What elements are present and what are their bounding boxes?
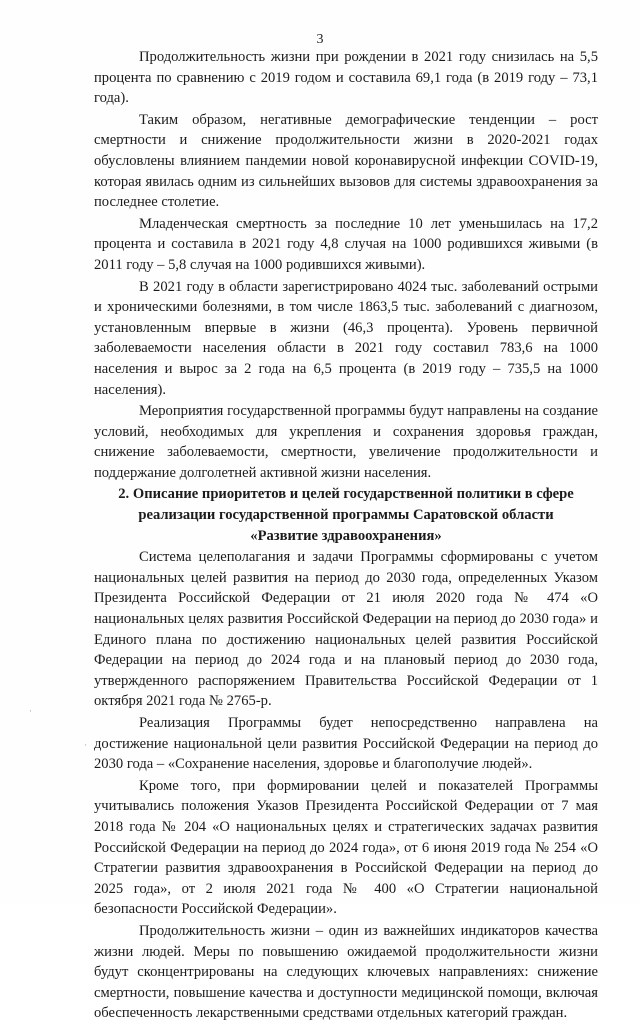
paragraph-decrees: Кроме того, при формировании целей и показателей Программы учитывались положения Указов Президента Российской Федерации от 7 мая 2018 года № 204 «О национальных целях и стратегических задачах развития Российской Федерации на период до 2024 года», от 6 июня 2019 года № 254 «О Стратегии развития здравоохранения в Российской Федерации на период до 2025 года», от 2 июля 2021 года № 400 «О Стратегии национальной безопасности Российской Федерации».: [94, 777, 598, 918]
paragraph-infant-mortality: Младенческая смертность за последние 10 лет уменьшилась на 17,2 процента и составила в 2021 году 4,8 случая на 1000 родившихся живыми (в 2011 году – 5,8 случая на 1000 родившихся живыми).: [94, 215, 598, 273]
document-body: [94, 47, 598, 1024]
paragraph-quality-of-life: Продолжительность жизни – один из важнейших индикаторов качества жизни людей. Меры по повышению ожидаемой продолжительности жизни будут сконцентрированы на следующих ключевых направлениях: снижение смертности, повышение качества и доступности медицинской помощи, включая обеспеченность лекарственными средствами отдельных категорий граждан.: [94, 922, 598, 1022]
section-heading-line: «Развитие здравоохранения»: [250, 527, 442, 544]
paragraph-goal-setting: Система целеполагания и задачи Программы сформированы с учетом национальных целей развития на период до 2030 года, определенных Указом Президента Российской Федерации от 21 июля 2020 года № 474 «О национальных целях развития Российской Федерации на период до 2030 года» и Единого плана по достижению национальных целей развития Российской Федерации на период до 2024 года и на плановый период до 2030 года, утвержденного распоряжением Правительства Российской Федерации от 1 октября 2021 года № 2765-р.: [94, 549, 598, 710]
page-number: 3: [316, 32, 324, 47]
paragraph-demographic-trends: Таким образом, негативные демографические тенденции – рост смертности и снижение продолжительности жизни в 2020-2021 годах обусловлены влиянием пандемии новой коронавирусной инфекции COVID-19, которая явилась одним из сильнейших вызовов для системы здравоохранения за последнее столетие.: [94, 111, 598, 211]
paragraph-morbidity: В 2021 году в области зарегистрировано 4024 тыс. заболеваний острыми и хроническими болезнями, в том числе 1863,5 тыс. заболеваний с диагнозом, установленным впервые в жизни (46,3 процента). Уровень первичной заболеваемости населения области в 2021 году составил 783,6 на 1000 населения и вырос за 2 года на 6,5 процента (в 2019 году – 735,5 на 1000 населения).: [94, 278, 598, 398]
section-heading-line: реализации государственной программы Саратовской области: [138, 507, 554, 524]
scan-speck: ·: [84, 740, 87, 750]
section-heading-line: 2. Описание приоритетов и целей государственной политики в сфере: [118, 486, 574, 503]
paragraph-program-measures: Мероприятия государственной программы будут направлены на создание условий, необходимых для укрепления и сохранения здоровья граждан, снижение заболеваемости, смертности, увеличение продолжительности и поддержание долголетней активной жизни населения.: [94, 403, 598, 481]
paragraph-program-implementation: Реализация Программы будет непосредственно направлена на достижение национальной цели развития Российской Федерации на период до 2030 года – «Сохранение населения, здоровье и благополучие людей».: [94, 715, 598, 773]
paragraph-life-expectancy: Продолжительность жизни при рождении в 2021 году снизилась на 5,5 процента по сравнению с 2019 годом и составила 69,1 года (в 2019 году – 73,1 года).: [94, 49, 598, 107]
section-heading: [94, 484, 598, 546]
scan-speck: ·: [29, 706, 32, 716]
